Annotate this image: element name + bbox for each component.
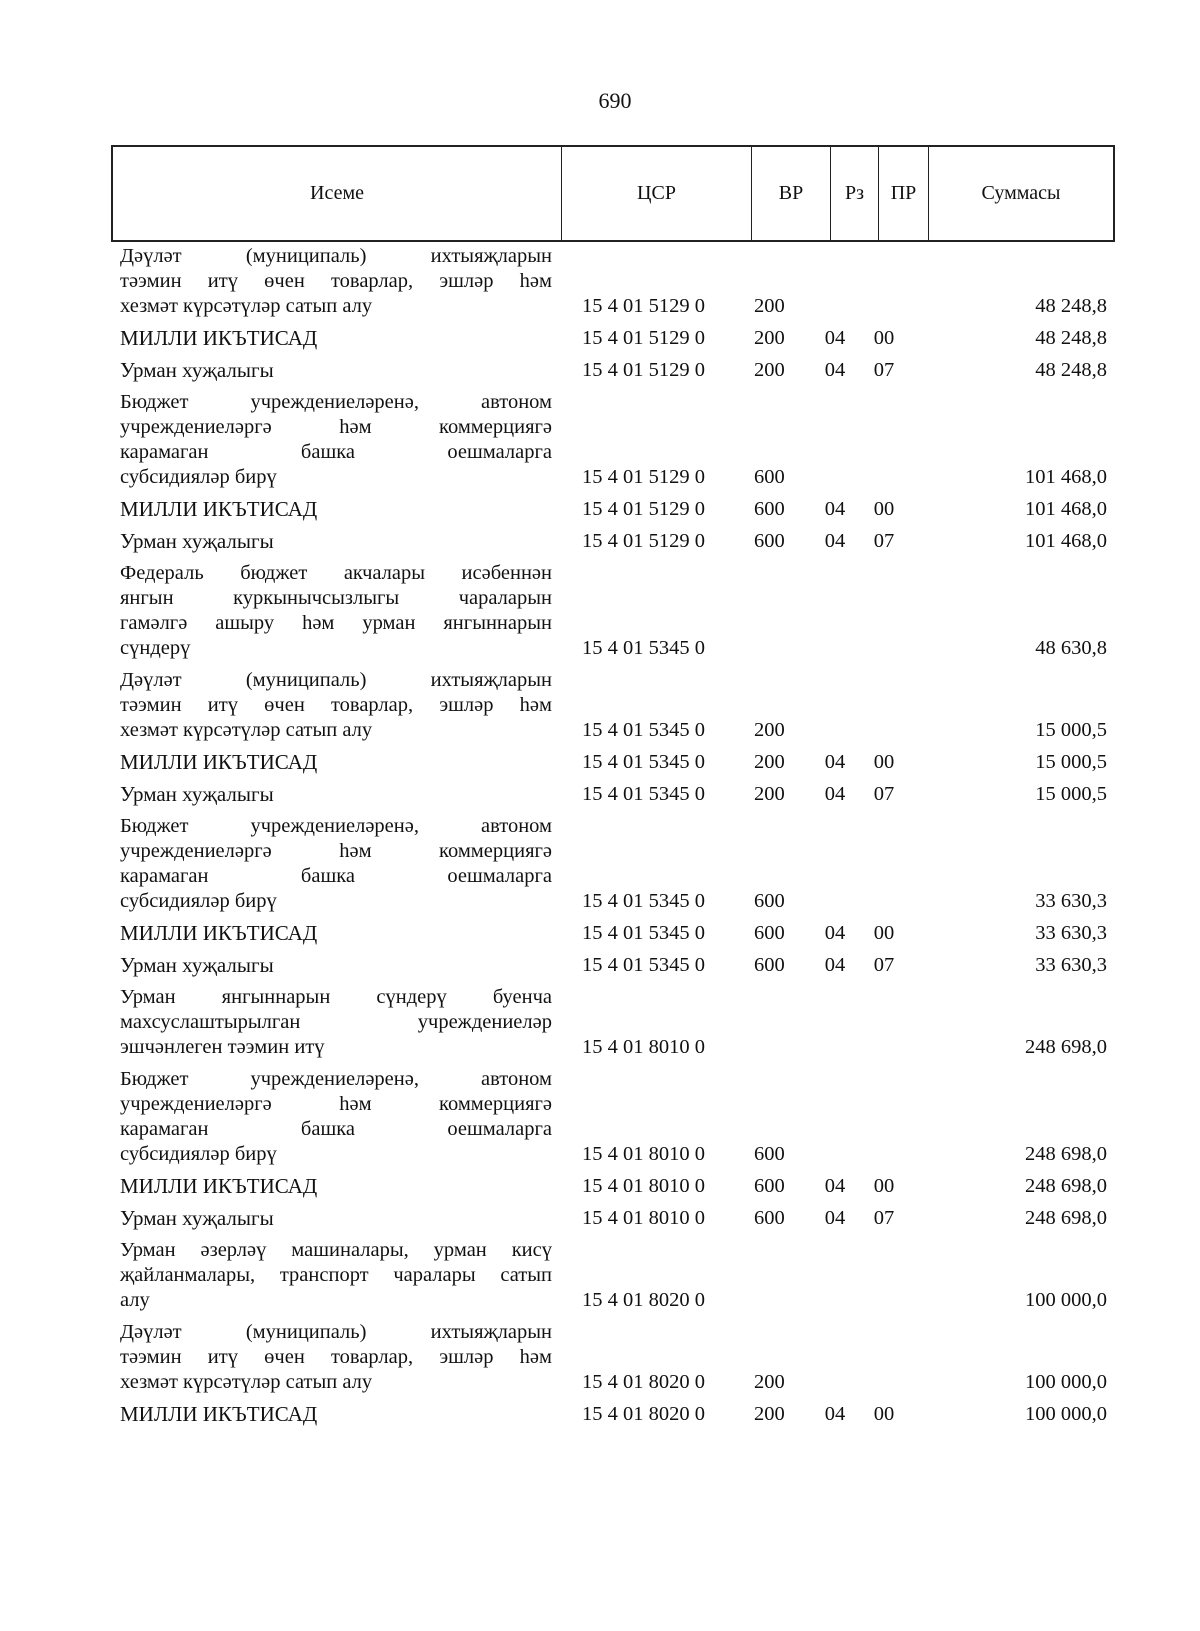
row-vr: 200 <box>754 1403 785 1425</box>
row-vr: 200 <box>754 295 785 317</box>
row-name <box>120 985 552 1060</box>
row-pr: 00 <box>873 751 895 773</box>
row-sum: 33 630,3 <box>1035 890 1107 912</box>
row-vr: 600 <box>754 890 785 912</box>
row-pr: 07 <box>873 783 895 805</box>
row-vr: 200 <box>754 1371 785 1393</box>
table-body <box>120 244 1115 1427</box>
row-pr: 07 <box>873 530 895 552</box>
table-header <box>111 145 1115 242</box>
row-name <box>120 782 552 807</box>
row-sum: 48 248,8 <box>1035 295 1107 317</box>
table-row <box>120 529 1115 554</box>
row-name <box>120 390 552 490</box>
header-pr: ПР <box>879 147 929 240</box>
row-name-line: учреждениеләргә һәм коммерциягә <box>120 840 552 862</box>
table-row <box>120 561 1115 661</box>
row-rz: 04 <box>824 783 846 805</box>
row-rz: 04 <box>824 1175 846 1197</box>
row-csr: 15 4 01 5345 0 <box>582 783 705 805</box>
row-csr: 15 4 01 5129 0 <box>582 359 705 381</box>
row-name-line: Урман хуҗалыгы <box>120 1206 274 1230</box>
row-name-line: Урман хуҗалыгы <box>120 782 274 806</box>
row-vr: 600 <box>754 1207 785 1229</box>
row-name-line: Урман хуҗалыгы <box>120 529 274 553</box>
row-sum: 101 468,0 <box>1025 530 1107 552</box>
table-row <box>120 814 1115 914</box>
row-name-line: Урман хуҗалыгы <box>120 358 274 382</box>
row-name <box>120 244 552 319</box>
table-row <box>120 1067 1115 1167</box>
row-name-line: учреждениеләргә һәм коммерциягә <box>120 416 552 438</box>
row-vr: 200 <box>754 327 785 349</box>
row-name-line: тәэмин итү өчен товарлар, эшләр һәм <box>120 694 552 716</box>
row-name-line: алу <box>120 1289 150 1311</box>
row-csr: 15 4 01 5345 0 <box>582 954 705 976</box>
row-sum: 15 000,5 <box>1035 719 1107 741</box>
header-csr: ЦСР <box>562 147 752 240</box>
row-vr: 600 <box>754 498 785 520</box>
row-name-line: Бюджет учреждениеләренә, автоном <box>120 1068 552 1090</box>
row-name-line: сүндерү <box>120 637 191 659</box>
row-pr: 00 <box>873 922 895 944</box>
row-name <box>120 921 552 946</box>
row-name <box>120 1320 552 1395</box>
row-rz: 04 <box>824 359 846 381</box>
row-name <box>120 814 552 914</box>
header-rz: Рз <box>831 147 879 240</box>
page-number: 690 <box>598 88 632 113</box>
row-sum: 15 000,5 <box>1035 783 1107 805</box>
row-sum: 248 698,0 <box>1025 1207 1107 1229</box>
row-name <box>120 358 552 383</box>
table-row <box>120 1238 1115 1313</box>
row-name <box>120 497 552 522</box>
row-name-line: Бюджет учреждениеләренә, автоном <box>120 391 552 413</box>
table-row <box>120 782 1115 807</box>
row-csr: 15 4 01 5129 0 <box>582 295 705 317</box>
row-csr: 15 4 01 5345 0 <box>582 637 705 659</box>
row-csr: 15 4 01 8020 0 <box>582 1289 705 1311</box>
row-pr: 00 <box>873 1175 895 1197</box>
row-sum: 248 698,0 <box>1025 1143 1107 1165</box>
row-sum: 248 698,0 <box>1025 1175 1107 1197</box>
row-name <box>120 326 552 351</box>
row-sum: 101 468,0 <box>1025 466 1107 488</box>
row-name-line: хезмәт күрсәтүләр сатып алу <box>120 295 373 317</box>
table-row <box>120 1206 1115 1231</box>
table-row <box>120 1402 1115 1427</box>
row-name-line: Урман янгыннарын сүндерү буенча <box>120 986 552 1008</box>
header-sum: Суммасы <box>981 182 1061 204</box>
row-name-line: Урман әзерләү машиналары, урман кисү <box>120 1239 552 1261</box>
row-name <box>120 1206 552 1231</box>
row-name <box>120 529 552 554</box>
row-rz: 04 <box>824 1403 846 1425</box>
row-name <box>120 1067 552 1167</box>
row-pr: 00 <box>873 327 895 349</box>
row-csr: 15 4 01 8010 0 <box>582 1143 705 1165</box>
row-pr: 00 <box>873 498 895 520</box>
table-row <box>120 750 1115 775</box>
row-csr: 15 4 01 5345 0 <box>582 719 705 741</box>
row-sum: 48 248,8 <box>1035 359 1107 381</box>
table-row <box>120 390 1115 490</box>
row-name <box>120 1174 552 1199</box>
row-name-line: субсидияләр бирү <box>120 890 277 912</box>
row-name-line: гамәлгә ашыру һәм урман янгыннарын <box>120 612 552 634</box>
row-name-line: учреждениеләргә һәм коммерциягә <box>120 1093 552 1115</box>
row-name-line: субсидияләр бирү <box>120 1143 277 1165</box>
table-row <box>120 497 1115 522</box>
row-name <box>120 561 552 661</box>
row-vr: 600 <box>754 530 785 552</box>
row-sum: 101 468,0 <box>1025 498 1107 520</box>
row-csr: 15 4 01 8020 0 <box>582 1403 705 1425</box>
row-name-line: Бюджет учреждениеләренә, автоном <box>120 815 552 837</box>
row-vr: 200 <box>754 359 785 381</box>
row-vr: 200 <box>754 751 785 773</box>
table-row <box>120 953 1115 978</box>
table-row <box>120 358 1115 383</box>
row-name-line: махсуслаштырылган учреждениеләр <box>120 1011 552 1033</box>
row-rz: 04 <box>824 1207 846 1229</box>
row-name-line: тәэмин итү өчен товарлар, эшләр һәм <box>120 270 552 292</box>
row-name <box>120 1402 552 1427</box>
row-sum: 100 000,0 <box>1025 1371 1107 1393</box>
row-csr: 15 4 01 8020 0 <box>582 1371 705 1393</box>
row-vr: 600 <box>754 954 785 976</box>
row-csr: 15 4 01 5129 0 <box>582 466 705 488</box>
table-row <box>120 1174 1115 1199</box>
row-pr: 07 <box>873 954 895 976</box>
row-rz: 04 <box>824 954 846 976</box>
row-csr: 15 4 01 5129 0 <box>582 530 705 552</box>
header-name: Исеме <box>113 147 562 240</box>
row-sum: 100 000,0 <box>1025 1289 1107 1311</box>
row-sum: 33 630,3 <box>1035 922 1107 944</box>
table-row <box>120 985 1115 1060</box>
row-name-line: җайланмалары, транспорт чаралары сатып <box>120 1264 552 1286</box>
row-pr: 07 <box>873 1207 895 1229</box>
table-row <box>120 244 1115 319</box>
row-name-line: МИЛЛИ ИКЪТИСАД <box>120 1402 318 1426</box>
row-csr: 15 4 01 5345 0 <box>582 751 705 773</box>
row-name-line: МИЛЛИ ИКЪТИСАД <box>120 921 318 945</box>
row-name-line: субсидияләр бирү <box>120 466 277 488</box>
table-row <box>120 668 1115 743</box>
row-csr: 15 4 01 8010 0 <box>582 1175 705 1197</box>
row-sum: 100 000,0 <box>1025 1403 1107 1425</box>
row-vr: 200 <box>754 783 785 805</box>
row-name-line: Дәүләт (муниципаль) ихтыяҗларын <box>120 245 552 267</box>
row-vr: 600 <box>754 922 785 944</box>
row-csr: 15 4 01 5129 0 <box>582 327 705 349</box>
row-name-line: МИЛЛИ ИКЪТИСАД <box>120 326 318 350</box>
row-csr: 15 4 01 5129 0 <box>582 498 705 520</box>
row-name <box>120 668 552 743</box>
row-name-line: тәэмин итү өчен товарлар, эшләр һәм <box>120 1346 552 1368</box>
row-name <box>120 750 552 775</box>
row-name-line: хезмәт күрсәтүләр сатып алу <box>120 719 373 741</box>
row-pr: 07 <box>873 359 895 381</box>
row-name-line: Федераль бюджет акчалары исәбеннән <box>120 562 552 584</box>
row-csr: 15 4 01 5345 0 <box>582 890 705 912</box>
row-csr: 15 4 01 8010 0 <box>582 1207 705 1229</box>
row-vr: 600 <box>754 1143 785 1165</box>
row-name-line: Дәүләт (муниципаль) ихтыяҗларын <box>120 1321 552 1343</box>
row-sum: 48 630,8 <box>1035 637 1107 659</box>
row-vr: 200 <box>754 719 785 741</box>
row-sum: 15 000,5 <box>1035 751 1107 773</box>
row-pr: 00 <box>873 1403 895 1425</box>
row-name-line: эшчәнлеген тәэмин итү <box>120 1036 325 1058</box>
row-vr: 600 <box>754 466 785 488</box>
row-name-line: карамаган башка оешмаларга <box>120 1118 552 1140</box>
row-name <box>120 953 552 978</box>
row-csr: 15 4 01 8010 0 <box>582 1036 705 1058</box>
row-rz: 04 <box>824 530 846 552</box>
row-name-line: МИЛЛИ ИКЪТИСАД <box>120 497 318 521</box>
row-name-line: Дәүләт (муниципаль) ихтыяҗларын <box>120 669 552 691</box>
table-row <box>120 921 1115 946</box>
row-name-line: МИЛЛИ ИКЪТИСАД <box>120 750 318 774</box>
row-sum: 48 248,8 <box>1035 327 1107 349</box>
row-rz: 04 <box>824 922 846 944</box>
row-rz: 04 <box>824 327 846 349</box>
row-name-line: карамаган башка оешмаларга <box>120 865 552 887</box>
row-name-line: янгын куркынычсызлыгы чараларын <box>120 587 552 609</box>
row-rz: 04 <box>824 751 846 773</box>
row-rz: 04 <box>824 498 846 520</box>
row-name-line: хезмәт күрсәтүләр сатып алу <box>120 1371 373 1393</box>
table-row <box>120 1320 1115 1395</box>
row-sum: 33 630,3 <box>1035 954 1107 976</box>
header-vr: ВР <box>752 147 831 240</box>
row-name-line: МИЛЛИ ИКЪТИСАД <box>120 1174 318 1198</box>
row-name-line: карамаган башка оешмаларга <box>120 441 552 463</box>
row-name-line: Урман хуҗалыгы <box>120 953 274 977</box>
row-name <box>120 1238 552 1313</box>
table-row <box>120 326 1115 351</box>
row-csr: 15 4 01 5345 0 <box>582 922 705 944</box>
row-vr: 600 <box>754 1175 785 1197</box>
row-sum: 248 698,0 <box>1025 1036 1107 1058</box>
